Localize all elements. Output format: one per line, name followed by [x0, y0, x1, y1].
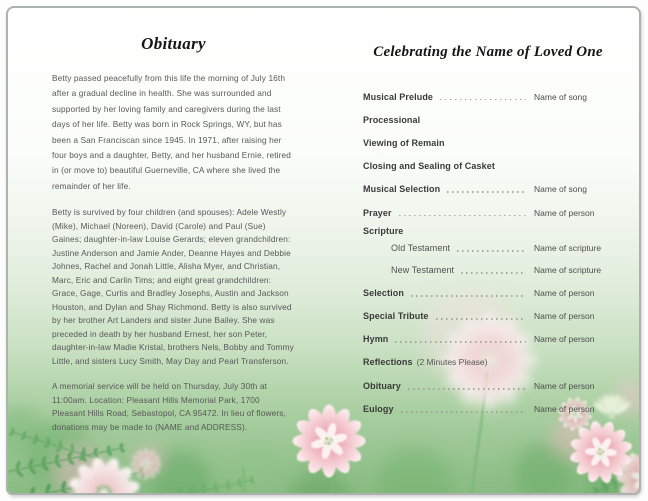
program-row-old-testament	[363, 238, 613, 258]
program-value: Name of person	[534, 207, 595, 218]
program-label: Hymn	[363, 334, 389, 345]
program-value: Name of scripture	[534, 264, 602, 275]
service-program-list	[363, 85, 613, 420]
program-label: Special Tribute	[363, 311, 429, 322]
program-value: Name of song	[534, 91, 587, 102]
program-label: Obituary	[363, 380, 401, 391]
program-label: New Testament	[391, 264, 455, 275]
program-label: Musical Prelude	[363, 91, 434, 102]
program-value: Name of person	[534, 380, 595, 391]
program-label: Scripture	[363, 226, 404, 237]
program-label: Processional	[363, 114, 421, 125]
service-order-page	[363, 43, 613, 420]
dotted-leader	[447, 191, 526, 193]
program-row-hymn	[363, 328, 613, 351]
program-label: Selection	[363, 287, 404, 298]
program-row-special-tribute	[363, 305, 613, 328]
program-label: Prayer	[363, 207, 392, 218]
program-value: Name of song	[534, 184, 587, 195]
program-label: Reflections	[363, 357, 413, 368]
program-value: Name of scripture	[534, 243, 602, 254]
service-title: Celebrating the Name of Loved One	[373, 44, 603, 60]
program-row-viewing-of-remain	[363, 131, 613, 154]
dotted-leader	[399, 215, 526, 217]
program-row-eulogy	[363, 397, 613, 420]
program-label-note: (2 Minutes Please)	[416, 357, 488, 368]
dotted-leader	[461, 272, 526, 274]
obituary-title: Obituary	[141, 34, 206, 53]
dotted-leader	[411, 295, 526, 297]
program-label: Viewing of Remain	[363, 137, 445, 148]
program-row-scripture	[363, 224, 613, 238]
obituary-paragraph-2: Betty is survived by four children (and spouses): Adele Westly (Mike), Michael (Noreen), David (Carole) and Paul (Sue) Gaines; daughter-in-law Louise Gerards; eleven grandchildren: Justine Anderson and Jamie Ander, Deanne Hayes and Debbie Johnes, Rachel and Jonah Little, Alisha Myer, and Christian, Marc, Eric and Carlin Tims; and eight great grandchildren: Grace, Gage, Curtis and Bradley Josephs, Austin and Jackson Houston, and Dylan and Shay Richmond. Betty is also survived by her brother Art Landers and sister June Bailey. She was preceded in death by her husband Ernest, her son Peter, daughter-in-law Madie Kristal, brothers Nels, Bobby and Tommy Little, and sisters Lucy Smith, May Day and Pearl Transferson.	[52, 207, 294, 366]
dotted-leader	[440, 99, 526, 101]
program-row-prayer	[363, 201, 613, 224]
program-row-musical-selection	[363, 178, 613, 201]
dotted-leader	[401, 411, 526, 413]
obituary-paragraph-3: A memorial service will be held on Thursday, July 30th at 11:00am. Location: Pleasant Hills Memorial Park, 1700 Pleasant Hills Road, Sebastopol, CA 95472. In lieu of flowers, donations may be made to (NAME and ADDRESS).	[52, 381, 286, 432]
program-row-new-testament	[363, 258, 613, 281]
program-row-closing-and-sealing-of-casket	[363, 155, 613, 178]
program-row-musical-prelude	[363, 85, 613, 108]
obituary-page	[52, 33, 295, 446]
program-row-selection	[363, 281, 613, 304]
obituary-text	[52, 71, 295, 434]
obituary-paragraph-1: Betty passed peacefully from this life the morning of July 16th after a gradual decline in health. She was surrounded and supported by her loving family and caregivers during the last days of her life. Betty was born in Rock Springs, WY, but has been a San Franciscan since 1945. In 1971, after raising her four boys and a daughter, Betty, and her husband Ernie, retired in (or move to) beautiful Guerneville, CA where she lived the remainder of her life.	[52, 73, 291, 191]
program-value: Name of person	[534, 311, 595, 322]
program-value: Name of person	[534, 287, 595, 298]
program-label: Closing and Sealing of Casket	[363, 161, 495, 172]
program-value: Name of person	[534, 334, 595, 345]
dotted-leader	[436, 318, 526, 320]
program-value: Name of person	[534, 403, 595, 414]
dotted-leader	[457, 250, 526, 252]
dotted-leader	[408, 388, 526, 390]
program-label: Musical Selection	[363, 184, 441, 195]
program-label: Old Testament	[391, 243, 451, 254]
program-row-processional	[363, 108, 613, 131]
dotted-leader	[395, 341, 526, 343]
program-row-reflections	[363, 351, 613, 374]
program-row-obituary	[363, 374, 613, 397]
program-label: Eulogy	[363, 403, 394, 414]
